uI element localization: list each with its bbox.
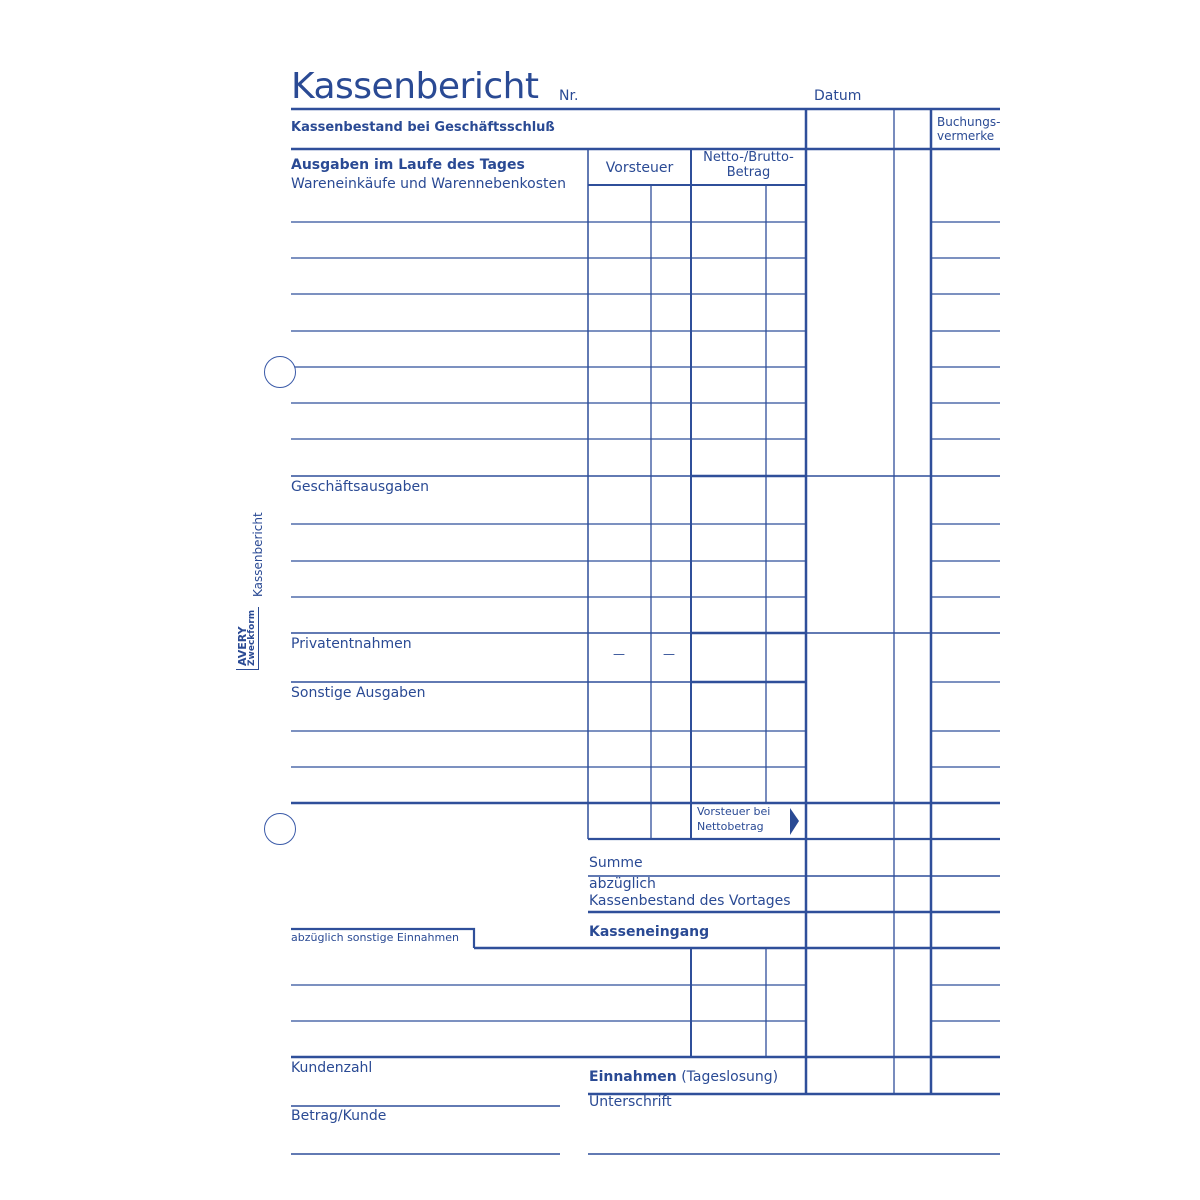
kassenbestand-amount-field[interactable] [807, 110, 930, 148]
nr-label: Nr. [559, 88, 579, 104]
avery-zweckform-logo [236, 607, 259, 670]
netto-brutto-entry-area[interactable] [692, 186, 805, 802]
datum-field[interactable] [870, 80, 1000, 108]
einnahmen-label-rest: (Tageslosung) [676, 1069, 779, 1085]
vorsteuer-entry-area[interactable] [589, 186, 690, 838]
arrow-right-icon [790, 808, 799, 835]
summe-label: Summe [589, 855, 643, 871]
sonstige-ausgaben-label: Sonstige Ausgaben [291, 685, 426, 701]
vorsteuer-header: Vorsteuer [605, 160, 674, 176]
privatentnahmen-dash-1: — [613, 647, 625, 661]
buchungsvermerke-label-2: vermerke [937, 129, 995, 143]
betrag-kunde-label: Betrag/Kunde [291, 1108, 387, 1124]
kundenzahl-field[interactable] [291, 1078, 560, 1105]
side-title: Kassenbericht [251, 512, 265, 597]
abzueglich-label-2: Kassenbestand des Vortages [589, 893, 791, 909]
ausgaben-label: Ausgaben im Laufe des Tages [291, 157, 525, 173]
summe-amount-field[interactable] [807, 840, 930, 875]
kundenzahl-label: Kundenzahl [291, 1060, 373, 1076]
abzueglich-sonstige-label: abzüglich sonstige Einnahmen [291, 931, 459, 944]
nr-field[interactable] [590, 80, 800, 108]
ausgaben-entry-area[interactable] [291, 186, 588, 803]
geschaeftsausgaben-label: Geschäftsausgaben [291, 479, 429, 495]
vorsteuer-netto-label-2: Nettobetrag [697, 820, 764, 833]
kassenbestand-label: Kassenbestand bei Geschäftsschluß [291, 120, 555, 135]
punch-hole-bottom [264, 813, 296, 845]
wareneinkaeufe-label: Wareneinkäufe und Warennebenkosten [291, 176, 566, 192]
brand-line-2: Zweckform [247, 609, 257, 666]
vortag-amount-field[interactable] [807, 877, 930, 911]
netto-brutto-header-1: Netto-/Brutto- [703, 150, 794, 165]
einnahmen-label-bold: Einnahmen [589, 1069, 677, 1085]
datum-label: Datum [814, 88, 862, 104]
buchungsvermerke-label-1: Buchungs- [937, 115, 1001, 129]
netto-brutto-header-2: Betrag [726, 165, 771, 180]
betrag-kunde-field[interactable] [291, 1126, 560, 1153]
page-title: Kassenbericht [291, 66, 539, 107]
einnahmen-amount-field[interactable] [807, 1058, 930, 1093]
abzueglich-label-1: abzüglich [589, 876, 656, 892]
einnahmen-label [589, 1069, 778, 1085]
unterschrift-field[interactable] [588, 1112, 1000, 1152]
vorsteuer-netto-label-1: Vorsteuer bei [697, 805, 771, 818]
kasseneingang-label: Kasseneingang [589, 924, 710, 940]
buchungsvermerke-entry-area[interactable] [932, 150, 1000, 1093]
kasseneingang-amount-field[interactable] [807, 913, 930, 947]
privatentnahmen-dash-2: — [663, 647, 675, 661]
unterschrift-label: Unterschrift [589, 1094, 672, 1110]
brand-line-1: AVERY [236, 626, 249, 666]
privatentnahmen-label: Privatentnahmen [291, 636, 412, 652]
